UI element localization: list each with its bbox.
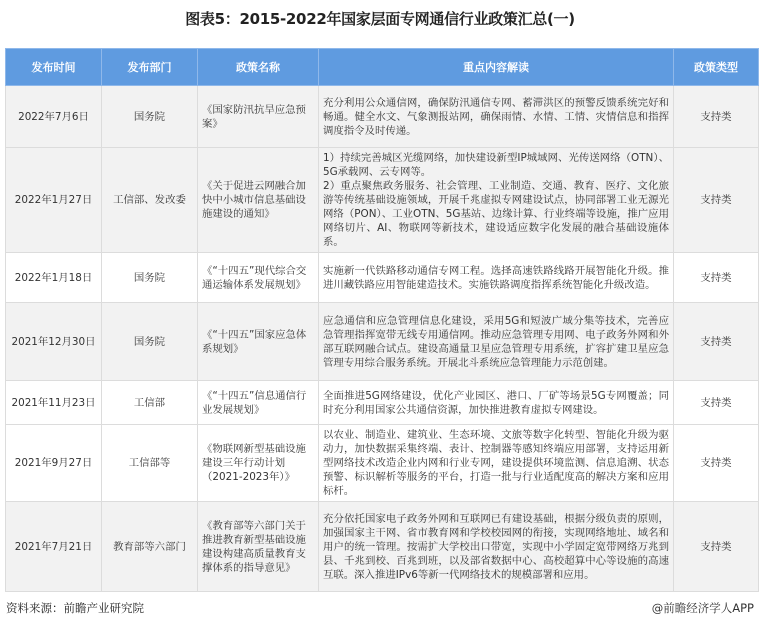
page-title: 图表5：2015-2022年国家层面专网通信行业政策汇总(一): [185, 10, 575, 28]
cell-policy-name: 《“十四五”信息通信行业发展规划》: [198, 381, 319, 425]
header-type: 政策类型: [674, 49, 759, 86]
cell-policy-name: 《物联网新型基础设施建设三年行动计划（2021-2023年）》: [198, 425, 319, 502]
header-policy-name: 政策名称: [198, 49, 319, 86]
cell-policy-name: 《“十四五”现代综合交通运输体系发展规划》: [198, 253, 319, 303]
cell-content: 全面推进5G网络建设，优化产业园区、港口、厂矿等场景5G专网覆盖；同时充分利用国家公共通信资源，加快推进教育虚拟专网建设。: [319, 381, 674, 425]
table-row: [6, 303, 759, 381]
cell-department: 国务院: [102, 303, 198, 381]
header-date: 发布时间: [6, 49, 102, 86]
cell-content: 应急通信和应急管理信息化建设，采用5G和短波广域分集等技术，完善应急管理指挥宽带无线专用通信网。推动应急管理专用网、电子政务外网和外部互联网融合试点。建设高通量卫星应急管理专用系统，扩容扩建卫星应急管理专用综合服务系统。开展北斗系统应急管理能力示范创建。: [319, 303, 674, 381]
source-note: 资料来源：前瞻产业研究院: [6, 601, 144, 615]
cell-content: 充分利用公众通信网，确保防汛通信专网、蓄滞洪区的预警反馈系统完好和畅通。健全水文、气象测报站网，确保雨情、水情、工情、灾情信息和指挥调度指令及时传递。: [319, 86, 674, 148]
cell-policy-name: 《“十四五”国家应急体系规划》: [198, 303, 319, 381]
cell-department: 工信部: [102, 381, 198, 425]
table-header-row: [6, 49, 759, 86]
header-content: 重点内容解读: [319, 49, 674, 86]
cell-date: 2022年1月18日: [6, 253, 102, 303]
table-row: [6, 502, 759, 592]
table-row: [6, 86, 759, 148]
cell-date: 2022年7月6日: [6, 86, 102, 148]
cell-department: 工信部等: [102, 425, 198, 502]
cell-type: 支持类: [674, 381, 759, 425]
cell-content: 实施新一代铁路移动通信专网工程。选择高速铁路线路开展智能化升级。推进川藏铁路应用智能建造技术。实施铁路调度指挥系统智能化升级改造。: [319, 253, 674, 303]
cell-type: 支持类: [674, 148, 759, 253]
cell-content: [319, 148, 674, 253]
cell-department: 国务院: [102, 86, 198, 148]
table-row: [6, 425, 759, 502]
content-point-2: 2）重点聚焦政务服务、社会管理、工业制造、交通、教育、医疗、文化旅游等传统基础设施领域，开展千兆虚拟专网建设试点，协同部署工业无源光网络（PON）、工业OTN、5G基站、边缘计算、行业终端等设施，推广应用网络切片、AI、物联网等新技术，建设适应数字化发展的融合基础设施体系。: [323, 180, 669, 248]
cell-date: 2021年7月21日: [6, 502, 102, 592]
cell-policy-name: 《国家防汛抗旱应急预案》: [198, 86, 319, 148]
cell-type: 支持类: [674, 86, 759, 148]
cell-date: 2021年12月30日: [6, 303, 102, 381]
cell-date: 2021年9月27日: [6, 425, 102, 502]
header-department: 发布部门: [102, 49, 198, 86]
credit-note: @前瞻经济学人APP: [651, 601, 754, 615]
table-row: [6, 381, 759, 425]
cell-type: 支持类: [674, 502, 759, 592]
cell-policy-name: 《教育部等六部门关于推进教育新型基础设施建设构建高质量教育支撑体系的指导意见》: [198, 502, 319, 592]
cell-type: 支持类: [674, 253, 759, 303]
cell-department: 工信部、发改委: [102, 148, 198, 253]
cell-department: 国务院: [102, 253, 198, 303]
table-row: [6, 148, 759, 253]
content-point-1: 1）持续完善城区光缆网络，加快建设新型IP城域网、光传送网络（OTN）、5G承载网、云专网等。: [323, 152, 669, 178]
policy-table: [5, 48, 759, 592]
cell-date: 2021年11月23日: [6, 381, 102, 425]
cell-type: 支持类: [674, 425, 759, 502]
cell-content: 以农业、制造业、建筑业、生态环境、文旅等数字化转型、智能化升级为驱动力，加快数据采集终端、表计、控制器等感知终端应用部署，支持运用新型网络技术改造企业内网和行业专网，建设提供环境监测、信息追溯、状态预警、标识解析等服务的平台，打造一批与行业适配度高的解决方案和应用标杆。: [319, 425, 674, 502]
cell-date: 2022年1月27日: [6, 148, 102, 253]
table-row: [6, 253, 759, 303]
cell-type: 支持类: [674, 303, 759, 381]
cell-department: 教育部等六部门: [102, 502, 198, 592]
cell-content: 充分依托国家电子政务外网和互联网已有建设基础，根据分级负责的原则，加强国家主干网、省市教育网和学校校园网的衔接，实现网络地址、域名和用户的统一管理。按需扩大学校出口带宽，实现中小学固定宽带网络万兆到县、千兆到校、百兆到班，以及部省数据中心、高校超算中心等设施的高速互联。深入推进IPv6等新一代网络技术的规模部署和应用。: [319, 502, 674, 592]
cell-policy-name: 《关于促进云网融合加快中小城市信息基础设施建设的通知》: [198, 148, 319, 253]
